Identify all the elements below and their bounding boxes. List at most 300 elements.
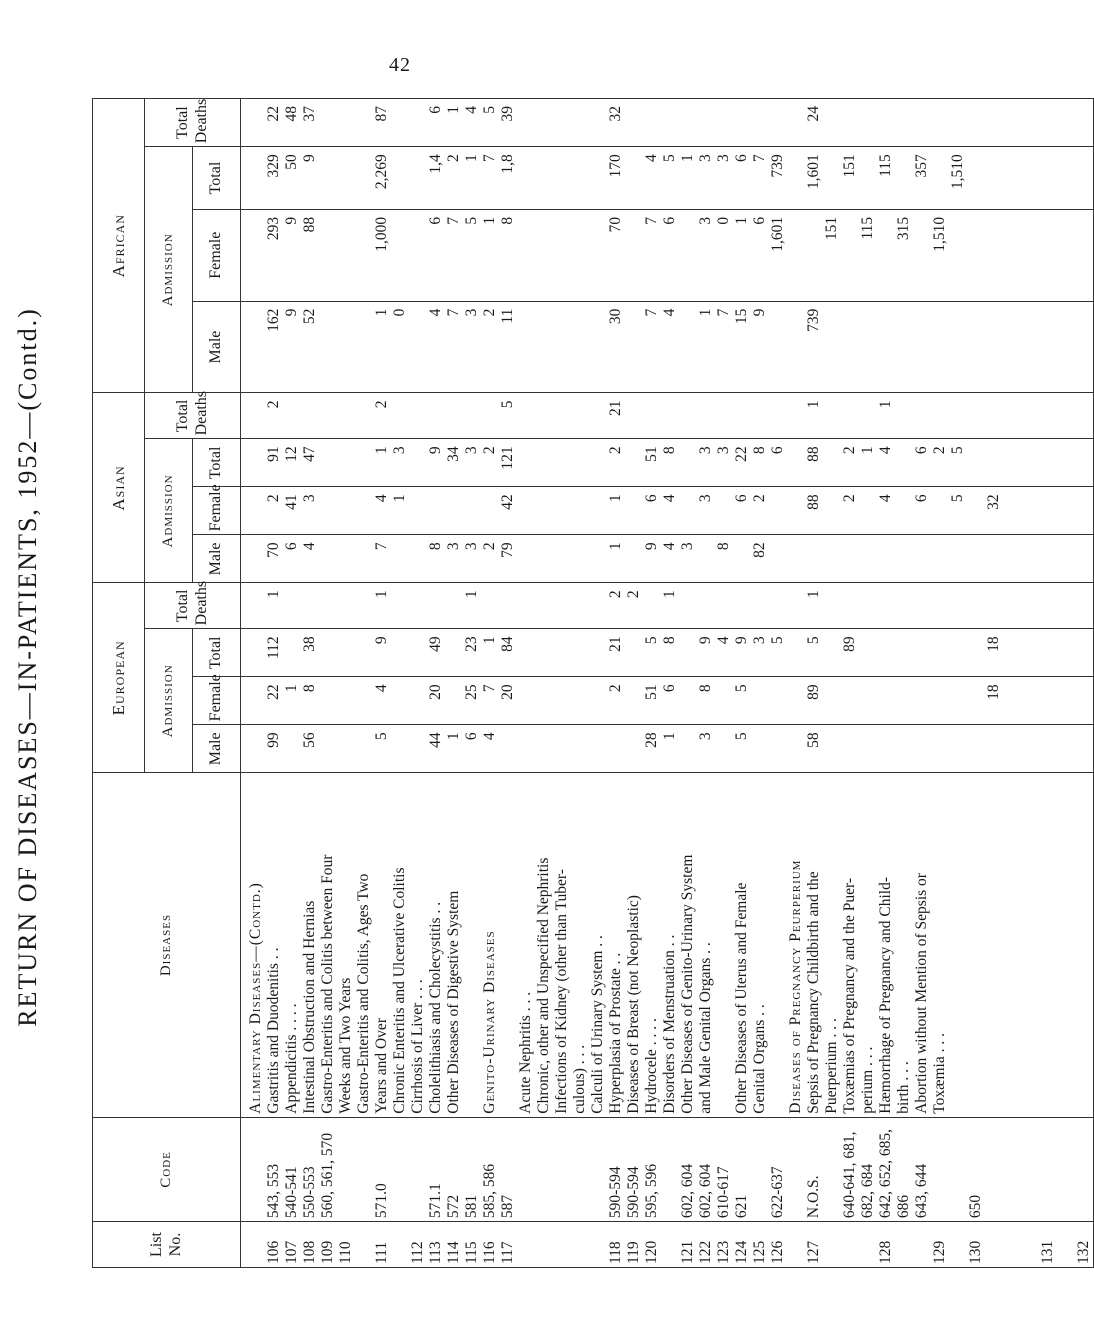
asian-deaths-line: 1 — [877, 400, 894, 409]
european-deaths-line — [247, 586, 265, 625]
african-male-line — [355, 305, 373, 390]
european-male-line — [355, 728, 373, 769]
european-female-line: 5 — [733, 684, 750, 693]
african-deaths-line — [571, 102, 589, 143]
european-female-line — [409, 680, 427, 721]
european-total-line: 1 — [481, 636, 498, 645]
european-total-line — [625, 632, 643, 673]
list-no-line — [355, 1225, 373, 1264]
list-no-line — [571, 1225, 589, 1264]
african-female-line: 293 — [265, 216, 282, 241]
asian-female-line — [715, 490, 733, 531]
european-deaths-line — [481, 586, 499, 625]
asian-male-line — [697, 538, 715, 579]
african-deaths-line — [517, 102, 535, 143]
african-female-line: 9 — [283, 216, 300, 225]
african-total-line: 1 — [463, 154, 480, 162]
asian-total-line: 8 — [751, 446, 768, 455]
european-total-line — [931, 632, 949, 673]
african-deaths-line — [769, 102, 787, 143]
asian-female-line — [427, 490, 445, 531]
european-total-line — [913, 632, 931, 673]
european-female-line — [949, 680, 967, 721]
european-deaths-line: 2 — [607, 590, 624, 599]
asian-deaths-line — [463, 396, 481, 435]
african-male-line: 52 — [301, 308, 318, 325]
african-total-line — [391, 150, 409, 206]
european-deaths-line — [697, 586, 715, 625]
european-deaths-line — [571, 586, 589, 625]
european-female-line — [571, 680, 589, 721]
european-total-line — [517, 632, 535, 673]
asian-deaths-line — [643, 396, 661, 435]
african-female-line: 1,601 — [769, 216, 786, 252]
asian-total-line: 3 — [697, 446, 714, 455]
list-no-line: 121 — [679, 1240, 696, 1264]
asian-total-line — [823, 442, 841, 483]
african-female-line — [589, 213, 607, 298]
code-line: 590-594 — [607, 1166, 624, 1219]
european-female-line — [913, 680, 931, 721]
asian-deaths-line — [823, 396, 841, 435]
diseases-line: Cholelithiasis and Cholecystitis . . — [427, 901, 444, 1114]
african-female-line: 0 — [715, 216, 732, 225]
asian-deaths-line — [283, 396, 301, 435]
european-total-line — [589, 632, 607, 673]
asian-deaths-line — [931, 396, 949, 435]
asian-deaths-line — [247, 396, 265, 435]
african-deaths-line: 5 — [481, 106, 498, 114]
asian-male-line: 3 — [679, 542, 696, 551]
african-deaths-line — [247, 102, 265, 143]
code-line — [985, 1121, 1003, 1218]
list-no-column — [241, 1222, 1094, 1268]
african-deaths-line — [319, 102, 337, 143]
list-no-line — [841, 1225, 859, 1264]
list-no-line: 118 — [607, 1241, 624, 1264]
african-deaths-line — [967, 102, 985, 143]
diseases-line: Disorders of Menstruation . . — [661, 934, 678, 1114]
asian-deaths-line — [985, 396, 1003, 435]
african-male-line: 7 — [445, 308, 462, 317]
asian-female-line — [787, 490, 805, 531]
european-deaths-line: 1 — [661, 590, 678, 599]
asian-total-line: 6 — [913, 446, 930, 455]
page-number: 42 — [389, 54, 411, 76]
asian-deaths-line: 2 — [265, 400, 282, 409]
asian-total-line — [895, 442, 913, 483]
african-female-line — [553, 213, 571, 298]
diseases-return-table — [92, 98, 1094, 1268]
european-male-line: 6 — [463, 732, 480, 741]
asian-male-line — [337, 538, 355, 579]
african-male-line: 0 — [391, 308, 408, 317]
african-male-line — [319, 305, 337, 390]
diseases-line: Hyperplasia of Prostate . . — [607, 952, 624, 1114]
european-total-line: 38 — [301, 636, 318, 652]
diseases-line: culous) . . . — [571, 1044, 588, 1114]
asian-total-header: Total — [193, 439, 241, 487]
code-line: 543, 553 — [265, 1163, 282, 1219]
european-total-line: 9 — [697, 636, 714, 645]
list-no-line — [1057, 1225, 1075, 1264]
diseases-line: Cirrhosis of Liver . . . — [409, 979, 426, 1114]
african-male-line — [679, 305, 697, 390]
european-female-line: 8 — [301, 684, 318, 693]
african-deaths-line — [535, 102, 553, 143]
asian-deaths-line — [481, 396, 499, 435]
diseases-line — [499, 776, 517, 1113]
african-female-line: 3 — [697, 216, 714, 225]
asian-female-line: 3 — [301, 494, 318, 503]
code-line — [589, 1121, 607, 1218]
african-male-line: 1 — [697, 308, 714, 317]
african-admission-header: Admission — [145, 147, 193, 393]
african-total-line — [319, 150, 337, 206]
asian-total-line: 51 — [643, 446, 660, 462]
european-male-line — [679, 728, 697, 769]
african-deaths-line — [625, 102, 643, 143]
european-male-line: 44 — [427, 732, 444, 748]
asian-male-line: 3 — [463, 542, 480, 551]
asian-total-line: 34 — [445, 446, 462, 462]
asian-total-line: 6 — [769, 446, 786, 455]
list-no-line — [1003, 1225, 1021, 1264]
list-no-line — [895, 1225, 913, 1264]
asian-female-line: 1 — [607, 494, 624, 503]
european-female-line — [679, 680, 697, 721]
european-total-line — [445, 632, 463, 673]
code-line — [247, 1121, 265, 1218]
european-total-line: 84 — [499, 636, 516, 652]
diseases-line — [769, 776, 787, 1113]
list-no-line: 126 — [769, 1240, 786, 1264]
asian-female-line: 42 — [499, 494, 516, 510]
diseases-line: Gastritis and Duodenitis . . — [265, 947, 282, 1114]
european-male-line — [967, 728, 985, 769]
code-line — [337, 1121, 355, 1218]
european-deaths-line: 1 — [463, 590, 480, 599]
asian-total-line — [319, 442, 337, 483]
asian-total-line — [985, 442, 1003, 483]
african-male-line: 15 — [733, 308, 750, 325]
asian-deaths-line — [553, 396, 571, 435]
list-no-line: 131 — [1039, 1240, 1056, 1264]
asian-deaths-line — [913, 396, 931, 435]
diseases-line: Acute Nephritis . . . — [517, 991, 534, 1114]
european-deaths-line — [823, 586, 841, 625]
european-male-column — [241, 725, 1094, 773]
asian-male-line — [535, 538, 553, 579]
asian-male-line — [319, 538, 337, 579]
asian-deaths-line: 2 — [373, 400, 390, 409]
diseases-line: Years and Over — [373, 1018, 390, 1114]
code-line: 643, 644 — [913, 1163, 930, 1219]
asian-female-line — [337, 490, 355, 531]
european-total-line: 23 — [463, 636, 480, 652]
african-total-line: 1,510 — [949, 154, 966, 190]
european-deaths-line — [589, 586, 607, 625]
diseases-line: Toxæmia . . . — [931, 1033, 948, 1114]
european-female-line: 18 — [985, 684, 1002, 700]
african-female-line: 115 — [859, 216, 876, 240]
european-female-line — [535, 680, 553, 721]
african-deaths-line — [409, 102, 427, 143]
asian-total-line — [409, 442, 427, 483]
european-total-line: 5 — [769, 636, 786, 645]
diseases-line — [949, 776, 967, 1113]
african-female-line — [409, 213, 427, 298]
european-male-line — [553, 728, 571, 769]
asian-total-line: 3 — [463, 446, 480, 455]
asian-deaths-line — [967, 396, 985, 435]
asian-total-line — [589, 442, 607, 483]
asian-total-line — [679, 442, 697, 483]
african-header: African — [93, 99, 145, 393]
african-male-line: 30 — [607, 308, 624, 325]
european-total-line — [247, 632, 265, 673]
european-total-line: 21 — [607, 636, 624, 652]
diseases-line: Alimentary Diseases—(Contd.) — [247, 882, 264, 1114]
list-no-line: 122 — [697, 1240, 714, 1264]
african-male-line — [247, 305, 265, 390]
asian-deaths-line — [535, 396, 553, 435]
asian-male-line — [859, 538, 877, 579]
european-male-line — [787, 728, 805, 769]
european-deaths-line: 2 — [625, 590, 642, 599]
european-male-line — [877, 728, 895, 769]
list-no-line — [859, 1225, 877, 1264]
european-male-line: 5 — [373, 732, 390, 741]
code-line — [409, 1121, 427, 1218]
african-male-line: 4 — [427, 308, 444, 317]
african-deaths-line — [877, 102, 895, 143]
asian-total-line: 12 — [283, 446, 300, 462]
list-no-line: 123 — [715, 1240, 732, 1264]
asian-total-line: 22 — [733, 446, 750, 462]
code-line — [553, 1121, 571, 1218]
asian-deaths-line — [661, 396, 679, 435]
european-total-line — [553, 632, 571, 673]
european-male-line: 56 — [301, 732, 318, 748]
list-no-line — [247, 1225, 265, 1264]
african-female-line — [949, 213, 967, 298]
asian-total-line — [337, 442, 355, 483]
asian-male-line: 9 — [643, 542, 660, 551]
asian-header: Asian — [93, 393, 145, 583]
code-line: 610-617 — [715, 1166, 732, 1219]
european-deaths-line — [517, 586, 535, 625]
list-no-line: 117 — [499, 1241, 516, 1264]
asian-deaths-line — [733, 396, 751, 435]
code-line: 590-594 — [625, 1166, 642, 1219]
asian-total-line: 121 — [499, 446, 516, 470]
african-deaths-line — [823, 102, 841, 143]
asian-male-line — [517, 538, 535, 579]
african-deaths-line: 48 — [283, 106, 300, 122]
african-deaths-line — [391, 102, 409, 143]
list-no-line — [517, 1225, 535, 1264]
european-total-line — [319, 632, 337, 673]
african-total-line: 739 — [769, 154, 786, 178]
european-deaths-line — [877, 586, 895, 625]
asian-total-line: 9 — [427, 446, 444, 455]
african-female-line: 7 — [445, 216, 462, 225]
african-deaths-line — [643, 102, 661, 143]
african-female-column — [241, 209, 1094, 301]
african-total-line: 3 — [697, 154, 714, 162]
asian-female-line: 2 — [751, 494, 768, 503]
european-female-line — [247, 680, 265, 721]
european-deaths-line — [715, 586, 733, 625]
european-total-line — [823, 632, 841, 673]
code-line: 587 — [499, 1194, 516, 1219]
asian-total-line — [571, 442, 589, 483]
code-line — [571, 1121, 589, 1218]
african-male-line — [625, 305, 643, 390]
asian-deaths-line — [409, 396, 427, 435]
european-total-column — [241, 629, 1094, 677]
code-line: 595, 596 — [643, 1163, 660, 1219]
asian-total-line: 8 — [661, 446, 678, 455]
european-female-line: 4 — [373, 684, 390, 693]
african-female-line — [805, 213, 823, 298]
code-column — [241, 1117, 1094, 1221]
asian-male-line — [805, 538, 823, 579]
diseases-line: Chronic Enteritis and Ulcerative Colitis — [391, 867, 408, 1114]
african-total-line: 151 — [841, 154, 858, 178]
african-male-line — [787, 305, 805, 390]
list-no-line: 115 — [463, 1241, 480, 1264]
european-male-line — [571, 728, 589, 769]
european-total-line — [283, 632, 301, 673]
code-line — [535, 1121, 553, 1218]
asian-female-line: 6 — [913, 494, 930, 503]
european-deaths-line — [967, 586, 985, 625]
asian-total-line: 4 — [877, 446, 894, 455]
african-male-line: 162 — [265, 308, 282, 332]
asian-female-line: 2 — [841, 494, 858, 503]
code-line: 602, 604 — [697, 1163, 714, 1219]
code-line: N.O.S. — [805, 1175, 822, 1219]
african-female-line: 1 — [481, 216, 498, 225]
code-line: 540-541 — [283, 1166, 300, 1219]
asian-deaths-line: 1 — [805, 400, 822, 409]
african-deaths-line — [355, 102, 373, 143]
african-female-line — [517, 213, 535, 298]
african-male-line — [553, 305, 571, 390]
african-female-line — [985, 213, 1003, 298]
asian-female-line — [535, 490, 553, 531]
european-total-line — [535, 632, 553, 673]
african-total-line: 7 — [751, 154, 768, 162]
asian-total-line: 2 — [841, 446, 858, 455]
code-line — [1021, 1121, 1039, 1218]
asian-female-line: 4 — [661, 494, 678, 503]
european-male-line — [589, 728, 607, 769]
african-total-line: 7 — [481, 154, 498, 162]
european-deaths-line — [733, 586, 751, 625]
african-male-line — [517, 305, 535, 390]
asian-male-line: 7 — [373, 542, 390, 551]
asian-female-line — [769, 490, 787, 531]
code-line: 581 — [463, 1194, 480, 1219]
asian-female-line — [553, 490, 571, 531]
african-female-line: 6 — [427, 216, 444, 225]
european-deaths-line — [787, 586, 805, 625]
asian-male-line: 6 — [283, 542, 300, 551]
european-male-line — [751, 728, 769, 769]
european-female-line — [823, 680, 841, 721]
african-female-line: 1 — [733, 216, 750, 225]
european-female-line: 20 — [499, 684, 516, 700]
asian-deaths-line — [697, 396, 715, 435]
code-line: 622-637 — [769, 1166, 786, 1219]
african-total-line: 2 — [445, 154, 462, 162]
african-total-line: 9 — [301, 154, 318, 162]
african-female-line — [319, 213, 337, 298]
diseases-line: Chronic, other and Unspecified Nephritis — [535, 857, 552, 1114]
asian-female-line — [319, 490, 337, 531]
diseases-line: Genito-Urinary Diseases — [481, 930, 498, 1114]
asian-male-line: 8 — [715, 542, 732, 551]
code-line: 640-641, 681, — [841, 1131, 858, 1219]
asian-female-line: 3 — [697, 494, 714, 503]
european-male-line: 3 — [697, 732, 714, 741]
asian-total-line: 1 — [859, 446, 876, 455]
african-female-line: 151 — [823, 216, 840, 241]
asian-male-line — [733, 538, 751, 579]
african-total-line: 357 — [913, 154, 930, 178]
african-male-line — [859, 305, 877, 390]
african-male-line — [931, 305, 949, 390]
diseases-line: Toxæmias of Pregnancy and the Puer- — [841, 877, 858, 1114]
european-female-line — [715, 680, 733, 721]
african-male-line — [949, 305, 967, 390]
code-line — [787, 1121, 805, 1218]
african-female-line — [679, 213, 697, 298]
code-header: Code — [93, 1117, 241, 1221]
european-male-line — [517, 728, 535, 769]
asian-male-column — [241, 535, 1094, 583]
african-total-line: 6 — [733, 154, 750, 162]
asian-male-line — [967, 538, 985, 579]
asian-female-line — [517, 490, 535, 531]
european-male-line: 1 — [661, 732, 678, 741]
african-total-line: 50 — [283, 154, 300, 170]
list-no-line — [949, 1225, 967, 1264]
european-female-line — [337, 680, 355, 721]
code-line: 571.1 — [427, 1183, 444, 1219]
african-female-line — [337, 213, 355, 298]
european-male-line: 1 — [445, 732, 462, 741]
african-female-line — [877, 213, 895, 298]
diseases-line: Abortion without Mention of Sepsis or — [913, 873, 930, 1114]
european-female-line: 2 — [607, 684, 624, 693]
list-no-line: 107 — [283, 1240, 300, 1264]
african-deaths-column — [241, 99, 1094, 147]
african-female-line — [913, 213, 931, 298]
asian-deaths-line — [571, 396, 589, 435]
african-deaths-line: 87 — [373, 106, 390, 122]
european-total-line: 89 — [841, 636, 858, 652]
african-male-line — [841, 305, 859, 390]
european-total-line: 18 — [985, 636, 1002, 652]
asian-male-line — [823, 538, 841, 579]
european-female-line — [895, 680, 913, 721]
african-deaths-line: 4 — [463, 106, 480, 114]
asian-male-line: 82 — [751, 542, 768, 558]
